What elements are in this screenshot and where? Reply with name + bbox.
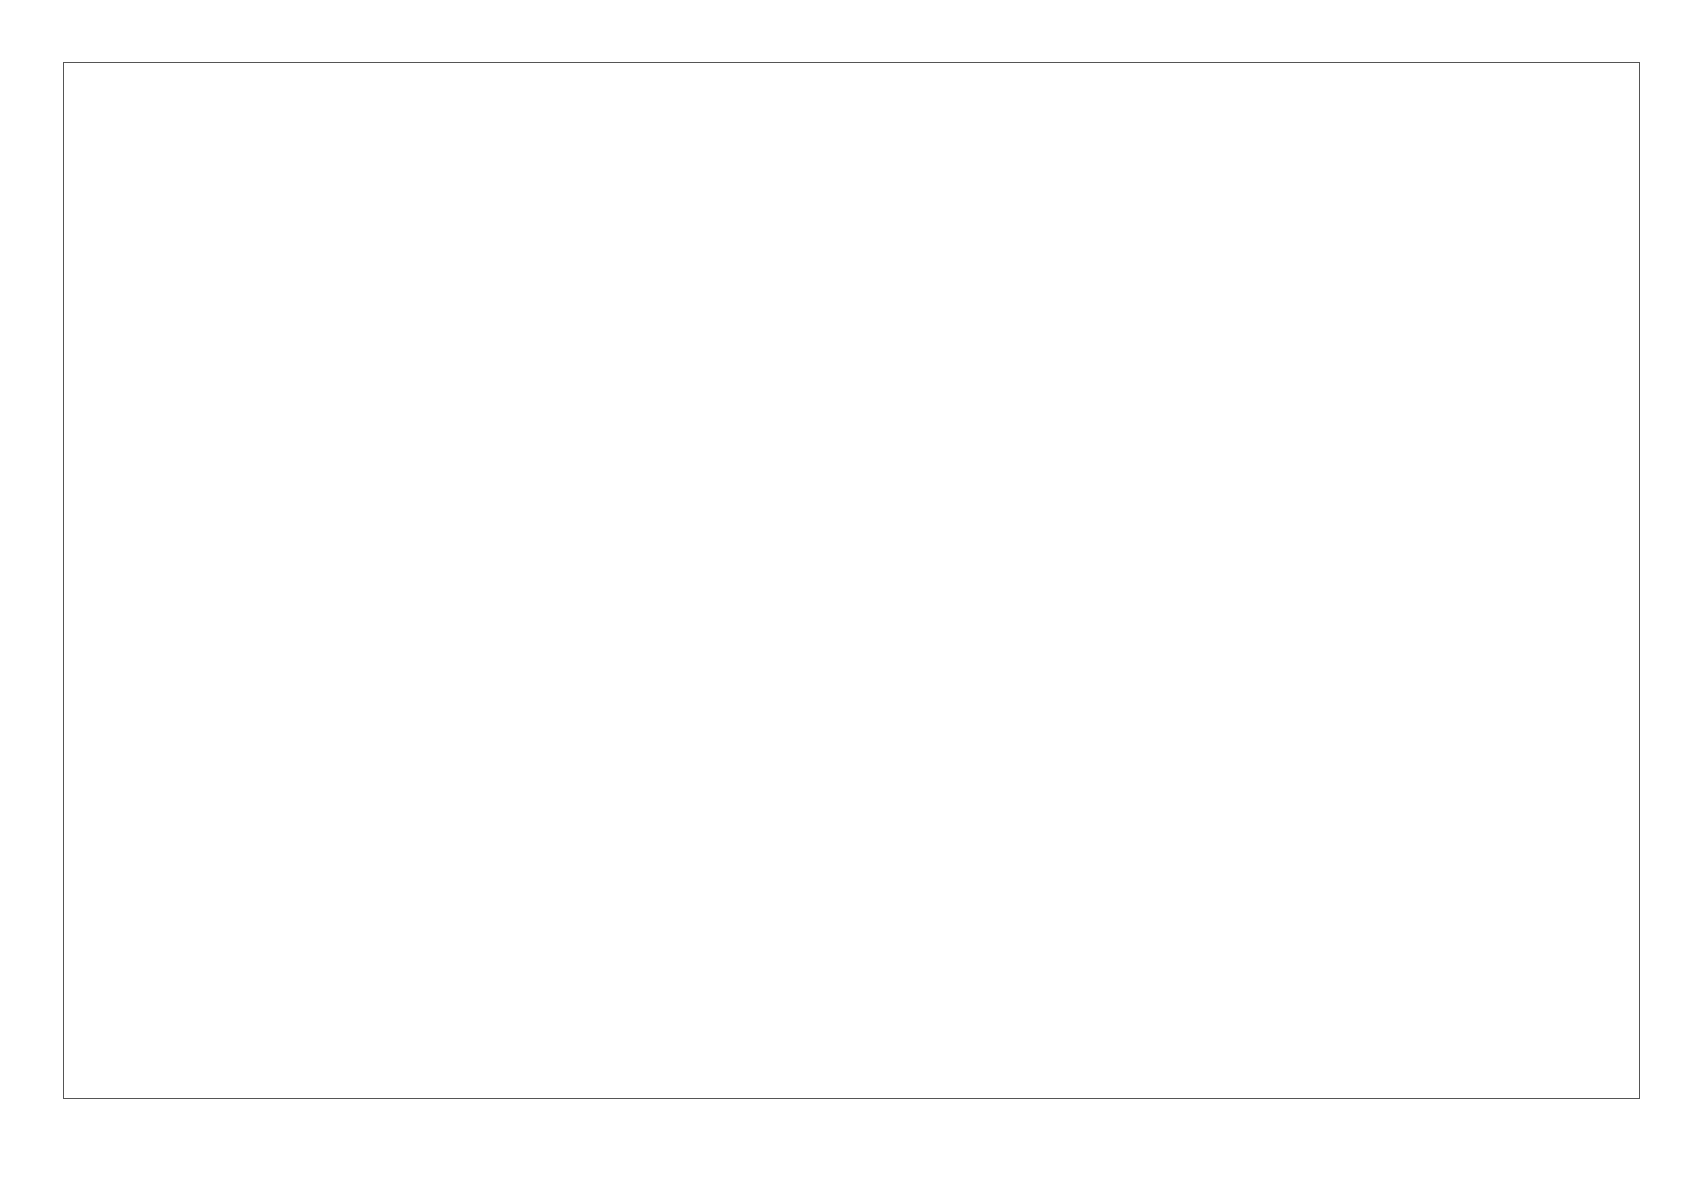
weekday-header-row [64, 63, 1639, 93]
monthly-calendar [63, 62, 1640, 1099]
